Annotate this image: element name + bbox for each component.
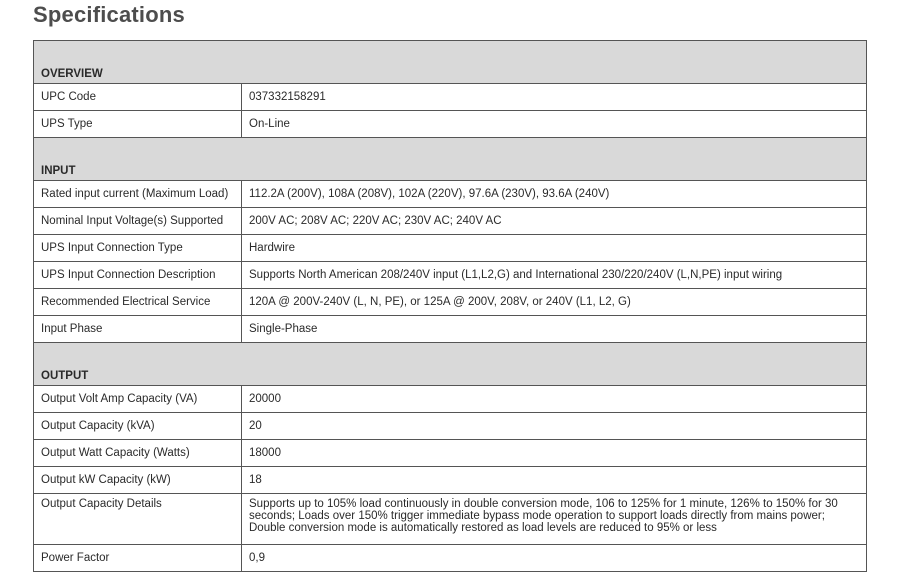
table-row — [34, 316, 867, 343]
spec-label: UPS Input Connection Description — [34, 262, 242, 289]
table-row — [34, 289, 867, 316]
spec-value: Supports North American 208/240V input (L1,L2,G) and International 230/220/240V (L,N,PE) input wiring — [242, 262, 867, 289]
spec-value: 200V AC; 208V AC; 220V AC; 230V AC; 240V AC — [242, 208, 867, 235]
spec-label: UPS Input Connection Type — [34, 235, 242, 262]
spec-label: UPS Type — [34, 111, 242, 138]
table-row — [34, 208, 867, 235]
page-title: Specifications — [33, 2, 185, 27]
table-row — [34, 440, 867, 467]
spec-value: Single-Phase — [242, 316, 867, 343]
spec-label: Output kW Capacity (kW) — [34, 467, 242, 494]
spec-label: Output Watt Capacity (Watts) — [34, 440, 242, 467]
table-row — [34, 181, 867, 208]
spec-value: Supports up to 105% load continuously in double conversion mode, 106 to 125% for 1 minute, 126% to 150% for 30 seconds; Loads over 150% trigger immediate bypass mode operation to support loads directly from mains power; Double conversion mode is automatically restored as load levels are reduced to 95% or less — [242, 494, 867, 545]
section-heading: OVERVIEW — [34, 41, 867, 84]
spec-value: 120A @ 200V-240V (L, N, PE), or 125A @ 200V, 208V, or 240V (L1, L2, G) — [242, 289, 867, 316]
spec-label: Power Factor — [34, 545, 242, 572]
table-row — [34, 262, 867, 289]
section-header-output — [34, 343, 867, 386]
spec-value: On-Line — [242, 111, 867, 138]
spec-value: 112.2A (200V), 108A (208V), 102A (220V), 97.6A (230V), 93.6A (240V) — [242, 181, 867, 208]
table-row — [34, 235, 867, 262]
spec-value: 18 — [242, 467, 867, 494]
table-row — [34, 386, 867, 413]
spec-label: Input Phase — [34, 316, 242, 343]
table-row — [34, 467, 867, 494]
spec-value: 037332158291 — [242, 84, 867, 111]
spec-label: Recommended Electrical Service — [34, 289, 242, 316]
spec-value: 18000 — [242, 440, 867, 467]
section-header-input — [34, 138, 867, 181]
table-row — [34, 545, 867, 572]
spec-value: 20 — [242, 413, 867, 440]
spec-label: UPC Code — [34, 84, 242, 111]
table-row — [34, 84, 867, 111]
table-row — [34, 111, 867, 138]
spec-label: Rated input current (Maximum Load) — [34, 181, 242, 208]
spec-value: 0,9 — [242, 545, 867, 572]
spec-label: Output Capacity (kVA) — [34, 413, 242, 440]
spec-label: Output Capacity Details — [34, 494, 242, 545]
table-row — [34, 494, 867, 545]
section-heading: INPUT — [34, 138, 867, 181]
section-heading: OUTPUT — [34, 343, 867, 386]
specifications-table — [33, 40, 867, 572]
table-row — [34, 413, 867, 440]
spec-value: 20000 — [242, 386, 867, 413]
section-header-overview — [34, 41, 867, 84]
spec-label: Output Volt Amp Capacity (VA) — [34, 386, 242, 413]
spec-value: Hardwire — [242, 235, 867, 262]
spec-label: Nominal Input Voltage(s) Supported — [34, 208, 242, 235]
